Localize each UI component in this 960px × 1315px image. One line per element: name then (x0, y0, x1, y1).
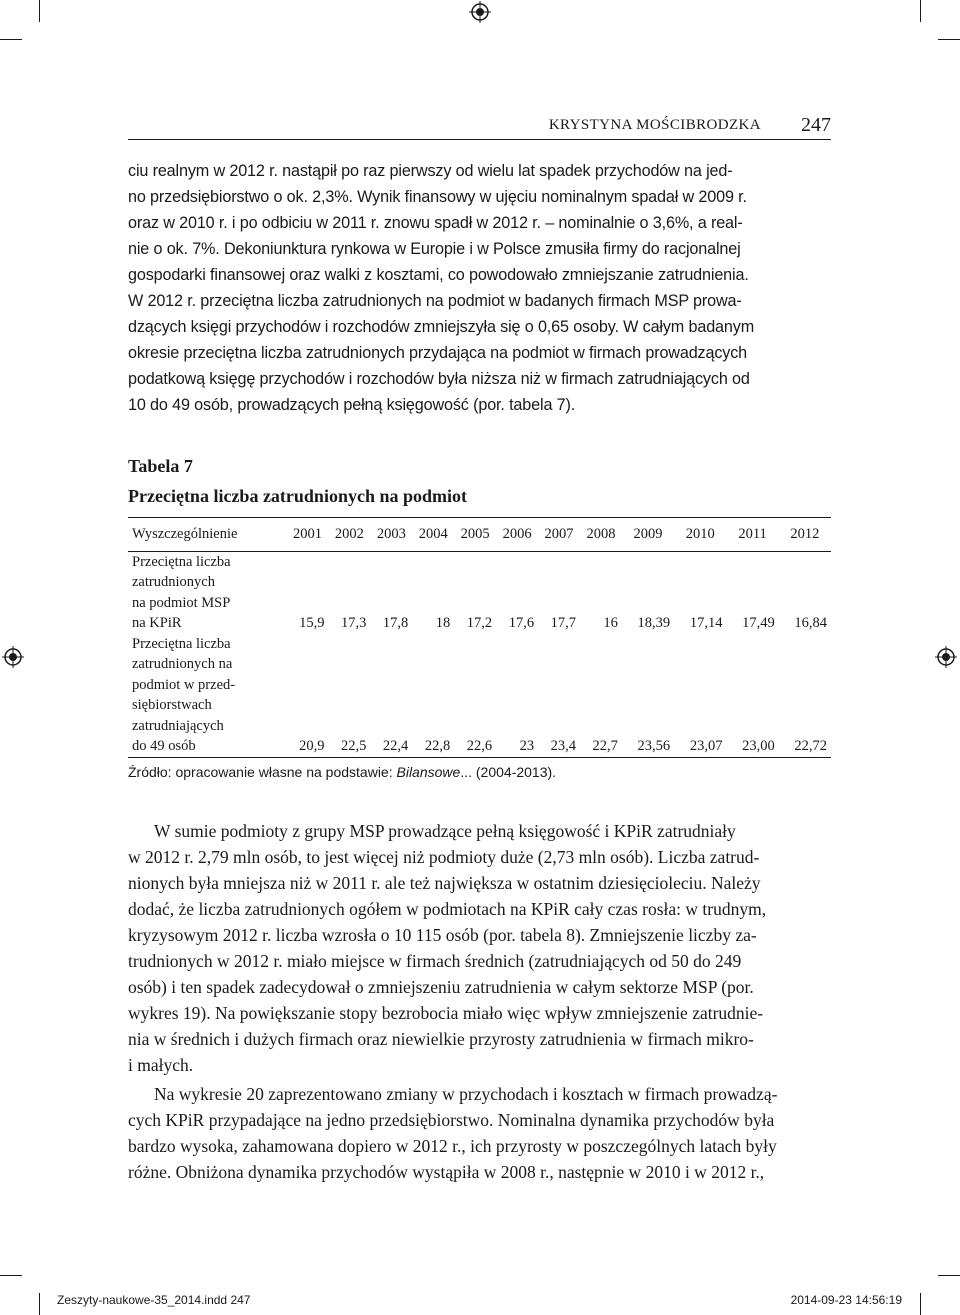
table-cell: 23,07 (674, 634, 726, 758)
text-line: cych KPiR przypadające na jedno przedsiębiorstwo. Nominalna dynamika przychodów była (128, 1110, 775, 1130)
table-cell: 17,3 (341, 615, 367, 631)
text-line: nie o ok. 7%. Dekoniunktura rynkowa w Europie i w Polsce zmusiła firmy do racjonalnej (128, 240, 741, 258)
crop-mark (0, 1275, 22, 1276)
table-cell: 16,84 (794, 615, 827, 631)
body-paragraph-2 (128, 1081, 831, 1185)
table-row (128, 551, 831, 634)
year-header: 2010 (674, 518, 726, 552)
text-line: oraz w 2010 r. i po odbiciu w 2011 r. znowu spadł w 2012 r. – nominalnie o 3,6%, a real- (128, 214, 743, 232)
year-header: 2011 (726, 518, 778, 552)
text-line: dzących księgi przychodów i rozchodów zmniejszyła się o 0,65 osoby. W całym badanym (128, 318, 755, 336)
text-line: Na wykresie 20 zaprezentowano zmiany w przychodach i kosztach w firmach prowadzą- (154, 1084, 778, 1104)
page-number: 247 (801, 114, 831, 136)
table-cell: 17,49 (742, 615, 775, 631)
table-header-row (128, 518, 831, 552)
table-cell: 17,2 (466, 615, 493, 631)
year-header: 2009 (622, 518, 674, 552)
crop-mark (39, 1293, 40, 1315)
text-line: podatkową księgę przychodów i rozchodów była niższa niż w firmach zatrudniających od (128, 370, 750, 388)
table-row (128, 634, 831, 758)
year-header: 2005 (454, 518, 496, 552)
row-label-line: na podmiot MSP (132, 594, 231, 611)
table-cell: 18 (435, 615, 451, 631)
crop-mark (938, 1275, 960, 1276)
running-header (128, 114, 831, 140)
registration-mark-icon (935, 646, 957, 668)
row-label-line: zatrudnionych na (132, 656, 233, 672)
table-cell: 22,7 (580, 634, 622, 758)
row-label-line: zatrudnionych (132, 574, 215, 590)
crop-mark (938, 39, 960, 40)
intro-paragraph (128, 158, 831, 418)
employment-table (128, 517, 831, 758)
print-slug-timestamp: 2014-09-23 14:56:19 (790, 1293, 902, 1307)
table-cell: 22,4 (370, 634, 412, 758)
year-header: 2004 (412, 518, 454, 552)
text-line: nia w średnich i dużych firmach oraz niewielkie przyrosty zatrudnienia w firmach mikro- (128, 1029, 754, 1049)
table-title: Przeciętna liczba zatrudnionych na podmiot (128, 486, 467, 506)
table-cell: 23 (496, 634, 538, 758)
text-line: okresie przeciętna liczba zatrudnionych przydająca na podmiot w firmach prowadzących (128, 344, 748, 362)
text-line: gospodarki finansowej oraz walki z kosztami, co powodowało zmniejszanie zatrudnienia. (128, 266, 749, 284)
text-line: i małych. (128, 1055, 194, 1075)
year-header: 2006 (496, 518, 538, 552)
table-cell: 15,9 (299, 615, 325, 631)
row-label-line: podmiot w przed- (132, 676, 236, 693)
text-line: osób) i ten spadek zadecydował o zmniejszeniu zatrudnienia w całym sektorze MSP (por. (128, 977, 754, 997)
text-line: no przedsiębiorstwo o ok. 2,3%. Wynik finansowy w ujęciu nominalnym spadał w 2009 r. (128, 188, 747, 206)
table-cell: 17,6 (508, 615, 535, 631)
source-title: Bilansowe (396, 764, 461, 780)
table-cell: 22,72 (779, 634, 831, 758)
table-source (128, 764, 556, 780)
table-cell: 22,5 (328, 634, 370, 758)
column-header: Wyszczególnienie (128, 518, 287, 552)
row-label-line: do 49 osób (132, 738, 196, 754)
text-line: 10 do 49 osób, prowadzących pełną księgowość (por. tabela 7). (128, 396, 576, 414)
registration-mark-icon (469, 1, 491, 23)
table-cell: 23,4 (538, 634, 580, 758)
year-header: 2007 (538, 518, 580, 552)
table-cell: 23,56 (622, 634, 674, 758)
row-label-line: Przeciętna liczba (132, 635, 231, 652)
text-line: kryzysowym 2012 r. liczba wzrosła o 10 115 osób (por. tabela 8). Zmniejszenie liczby za- (128, 925, 757, 945)
text-line: nionych była mniejsza niż w 2011 r. ale też największa w ostatnim dziesięcioleciu. Należy (128, 873, 761, 893)
crop-mark (39, 0, 40, 22)
row-label-line: siębiorstwach (132, 697, 212, 713)
row-label (128, 634, 287, 758)
year-header: 2001 (287, 518, 329, 552)
crop-mark (920, 1293, 921, 1315)
text-line: wykres 19). Na powiększanie stopy bezrobocia miało więc wpływ zmniejszenie zatrudnie- (128, 1003, 764, 1023)
table-cell: 20,9 (287, 634, 329, 758)
crop-mark (920, 0, 921, 22)
year-header: 2002 (328, 518, 370, 552)
text-line: ciu realnym w 2012 r. nastąpił po raz pierwszy od wielu lat spadek przychodów na jed- (128, 162, 733, 180)
table-cell: 22,8 (412, 634, 454, 758)
table-label: Tabela 7 (128, 456, 193, 476)
row-label-line: na KPiR (132, 615, 182, 631)
row-label-line: Przeciętna liczba (132, 553, 231, 570)
print-slug-file: Zeszyty-naukowe-35_2014.indd 247 (57, 1293, 251, 1307)
text-line: W sumie podmioty z grupy MSP prowadzące pełną księgowość i KPiR zatrudniały (154, 821, 736, 841)
row-label-line: zatrudniających (132, 717, 224, 734)
row-label (128, 551, 287, 634)
source-suffix: ... (2004-2013). (460, 764, 557, 780)
text-line: w 2012 r. 2,79 mln osób, to jest więcej niż podmioty duże (2,73 mln osób). Liczba zatrud- (128, 847, 760, 867)
table-cell: 17,14 (689, 615, 723, 631)
table-cell: 23,00 (726, 634, 778, 758)
table-cell: 17,7 (550, 615, 576, 631)
table-cell: 16 (603, 615, 618, 631)
table-cell: 18,39 (637, 615, 671, 631)
header-author: KRYSTYNA MOŚCIBRODZKA (548, 117, 761, 133)
crop-mark (0, 39, 22, 40)
text-line: trudnionych w 2012 r. miało miejsce w firmach średnich (zatrudniających od 50 do 249 (128, 951, 742, 971)
year-header: 2008 (580, 518, 622, 552)
table-cell: 22,6 (454, 634, 496, 758)
text-line: W 2012 r. przeciętna liczba zatrudnionych na podmiot w badanych firmach MSP prowa- (128, 292, 742, 310)
year-header: 2012 (779, 518, 831, 552)
source-prefix: Źródło: opracowanie własne na podstawie: (128, 764, 397, 780)
text-line: dodać, że liczba zatrudnionych ogółem w podmiotach na KPiR cały czas rosła: w trudnym, (128, 899, 767, 919)
body-paragraph-1 (128, 818, 831, 1078)
year-header: 2003 (370, 518, 412, 552)
registration-mark-icon (2, 646, 24, 668)
table-cell: 17,8 (382, 615, 409, 631)
text-line: różne. Obniżona dynamika przychodów wystąpiła w 2008 r., następnie w 2010 i w 2012 r., (128, 1162, 765, 1182)
text-line: bardzo wysoka, zahamowana dopiero w 2012 r., ich przyrosty w poszczególnych latach były (128, 1136, 777, 1156)
